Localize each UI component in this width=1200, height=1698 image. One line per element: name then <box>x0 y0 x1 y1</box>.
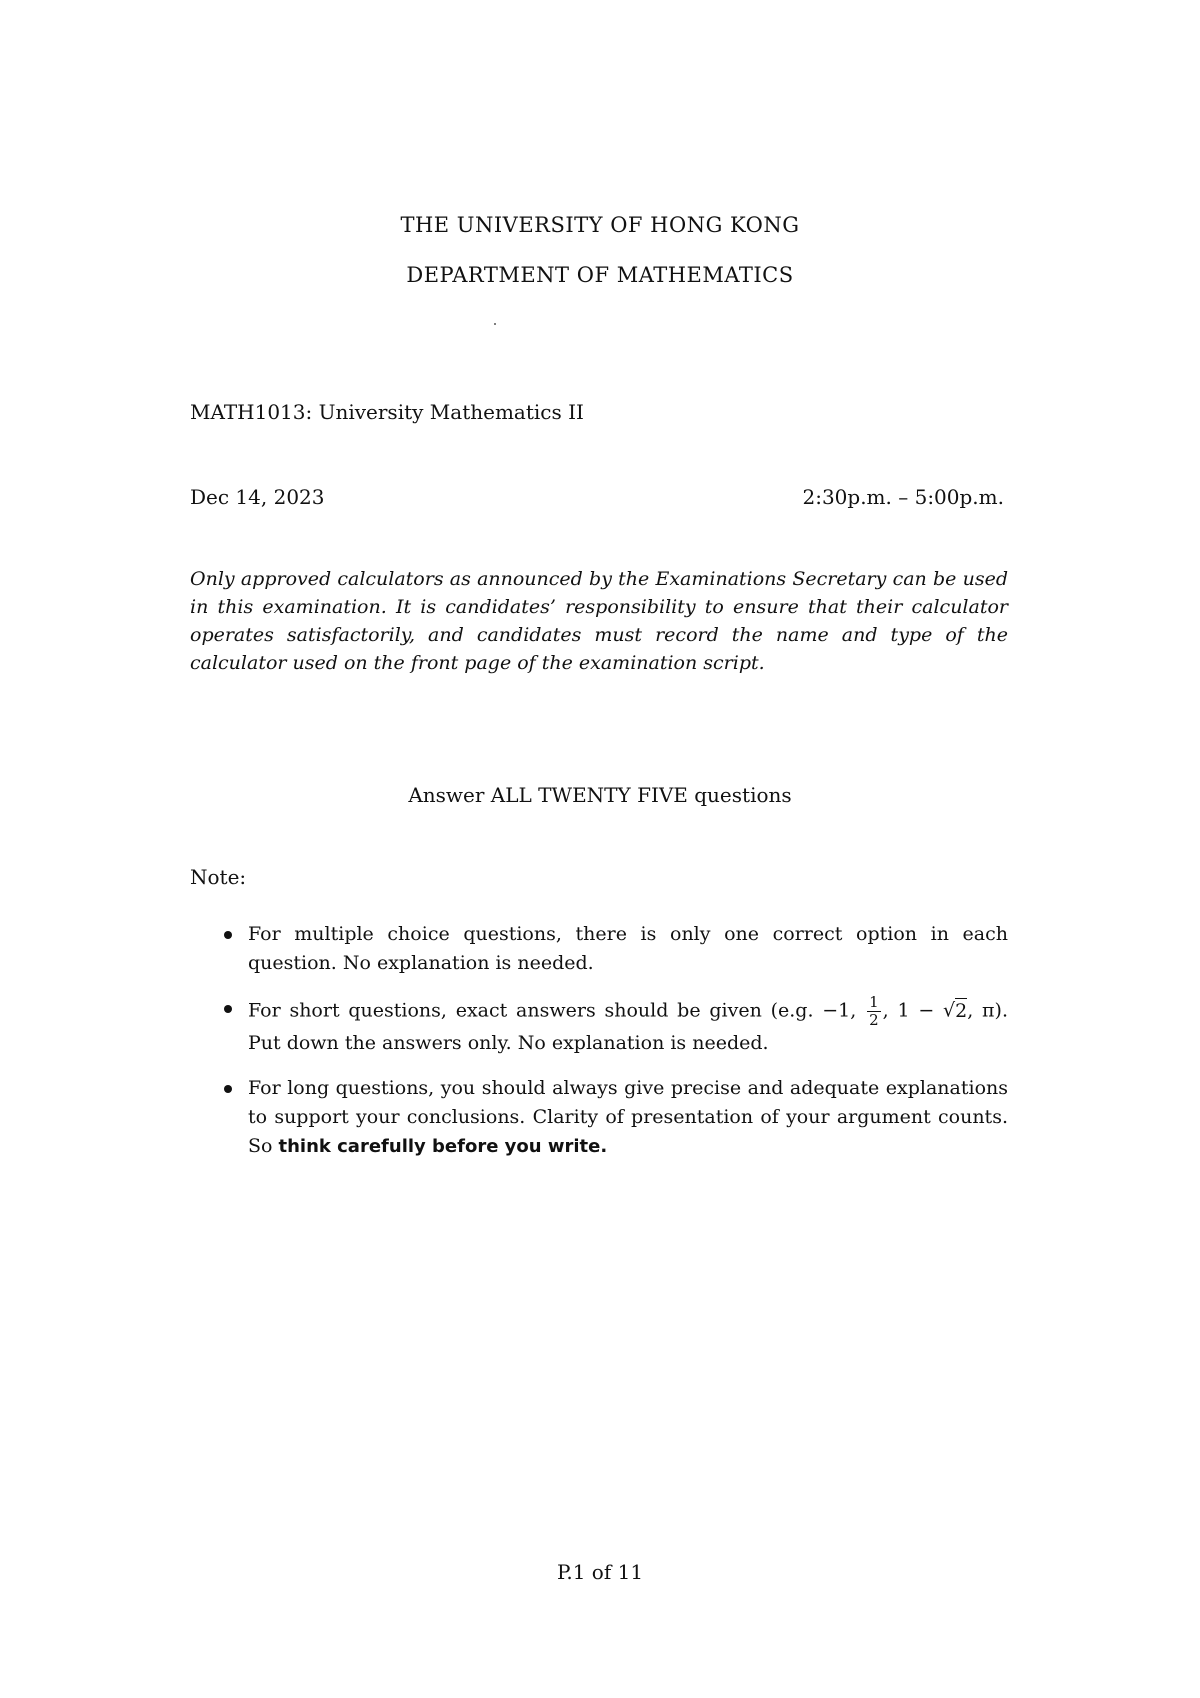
fraction-numerator: 1 <box>869 993 879 1011</box>
bullet-icon <box>224 1085 232 1093</box>
note-item-text: For multiple choice questions, there is only one correct option in each question. No explanation is needed. <box>248 923 1008 974</box>
answer-instruction: Answer ALL TWENTY FIVE questions <box>408 783 792 807</box>
fraction-denominator: 2 <box>869 1011 879 1029</box>
bullet-icon <box>224 1005 232 1013</box>
note-item-emphasis: think carefully before you write. <box>278 1136 608 1157</box>
course-title: MATH1013: University Mathematics II <box>190 400 584 424</box>
note-item-text: For long questions, you should always give precise and adequate explanations to support your conclusions. Clarity of presentation of your argument counts. So <box>248 1077 1008 1157</box>
note-item-short-questions <box>222 994 1008 1058</box>
exam-date: Dec 14, 2023 <box>190 485 325 509</box>
page-number: P.1 of 11 <box>556 1560 644 1584</box>
note-label: Note: <box>190 865 247 889</box>
square-root-argument: 2 <box>955 999 968 1022</box>
square-root-symbol: √ <box>943 999 956 1022</box>
note-item-long-questions <box>222 1074 1008 1161</box>
note-item-text-before: For short questions, exact answers should be given (e.g. −1, <box>248 999 866 1022</box>
stray-dot <box>494 323 496 325</box>
department-name: DEPARTMENT OF MATHEMATICS <box>406 263 794 287</box>
note-list <box>222 920 1008 1177</box>
note-item-text-after: , π). Put down the answers only. No explanation is needed. <box>248 999 1008 1054</box>
calculator-notice: Only approved calculators as announced by the Examinations Secretary can be used in this examination. It is candidates’ responsibility to ensure that their calculator operates satisfactorily, and candidates must record the name and type of the calculator used on the front page of the examination script. <box>190 568 1008 674</box>
bullet-icon <box>224 931 232 939</box>
exam-time: 2:30p.m. – 5:00p.m. <box>802 485 1004 509</box>
note-item-text-mid: , 1 − <box>882 999 944 1022</box>
note-item-multiple-choice <box>222 920 1008 978</box>
university-name: THE UNIVERSITY OF HONG KONG <box>400 213 800 237</box>
fraction-one-half <box>867 994 881 1029</box>
